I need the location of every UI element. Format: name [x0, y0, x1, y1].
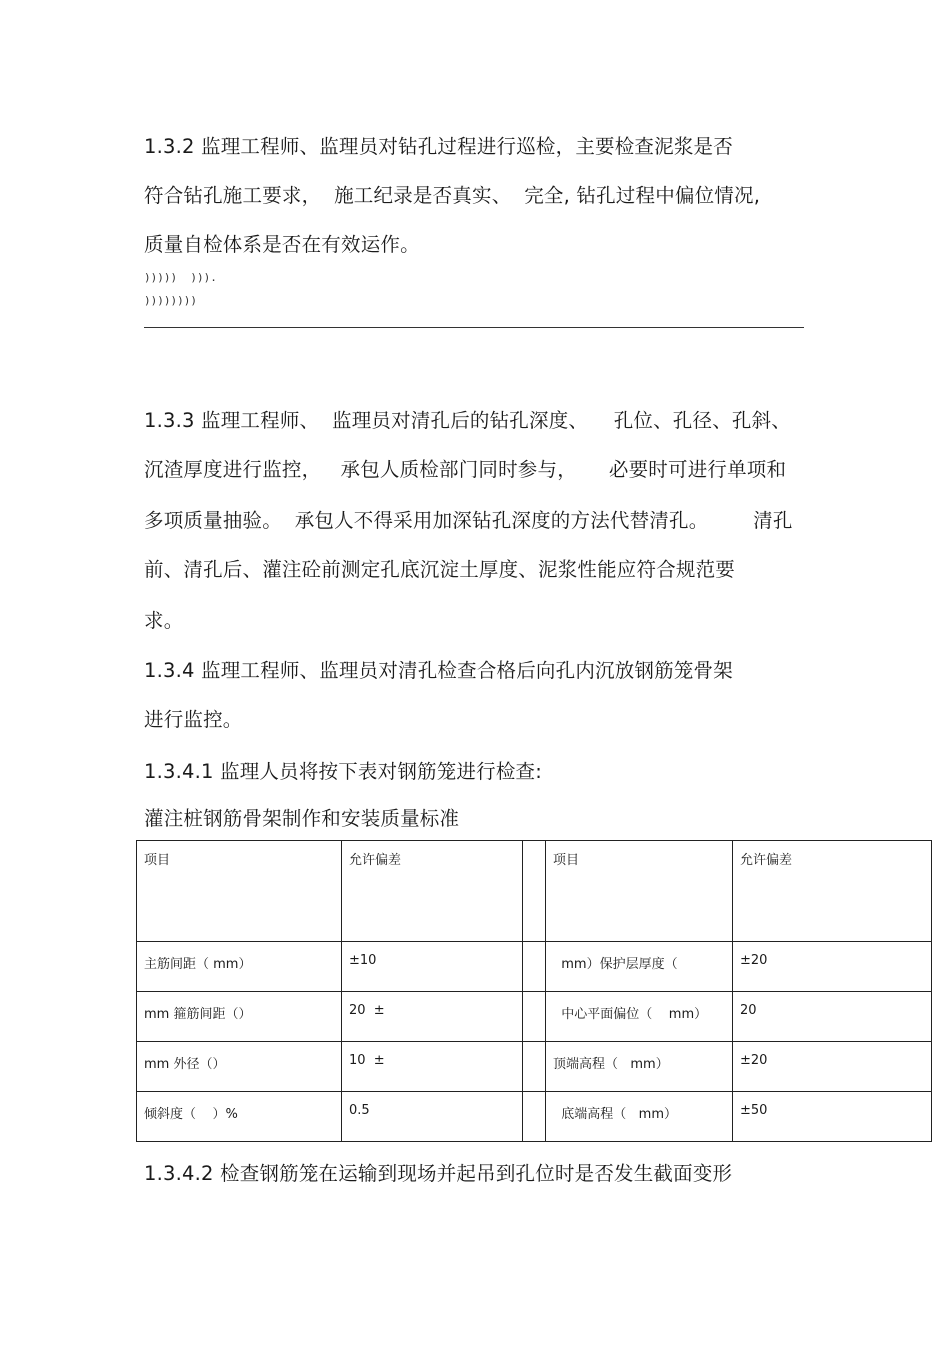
cell-tolerance-left: 20 ±	[342, 992, 523, 1042]
header-item-left: 项目	[137, 841, 342, 942]
cell-tolerance-right: 20	[733, 992, 932, 1042]
header-tolerance-right: 允许偏差	[733, 841, 932, 942]
cell-tolerance-left: 0.5	[342, 1092, 523, 1142]
table-gap-cell	[523, 992, 546, 1042]
cell-item-right: 中心平面偏位（ mm）	[546, 992, 733, 1042]
para-1-3-3-line-2: 沉渣厚度进行监控， 承包人质检部门同时参与， 必要时可进行单项和	[144, 458, 787, 481]
para-1-3-3-line-4: 前、清孔后、灌注砼前测定孔底沉淀土厚度、泥浆性能应符合规范要	[144, 558, 736, 581]
para-1-3-4-2: 1.3.4.2 检查钢筋笼在运输到现场并起吊到孔位时是否发生截面变形	[144, 1162, 733, 1185]
para-1-3-4-1: 1.3.4.1 监理人员将按下表对钢筋笼进行检查:	[144, 760, 542, 783]
header-tolerance-left: 允许偏差	[342, 841, 523, 942]
cell-item-left: mm 箍筋间距（）	[137, 992, 342, 1042]
ocr-noise-line-2: ))))))))	[144, 294, 197, 307]
table-header-row	[137, 841, 932, 942]
rebar-cage-spec-table	[136, 840, 932, 1142]
cell-item-left: 倾斜度（ ）%	[137, 1092, 342, 1142]
para-1-3-3-line-5: 求。	[144, 609, 184, 632]
para-1-3-4-line-1: 1.3.4 监理工程师、监理员对清孔检查合格后向孔内沉放钢筋笼骨架	[144, 659, 733, 682]
cell-item-right: mm）保护层厚度（	[546, 942, 733, 992]
cell-tolerance-right: ±20	[733, 942, 932, 992]
table-gap-cell	[523, 841, 546, 942]
table-title: 灌注桩钢筋骨架制作和安装质量标准	[144, 807, 460, 830]
para-1-3-4-line-2: 进行监控。	[144, 708, 243, 731]
cell-tolerance-right: ±20	[733, 1042, 932, 1092]
para-1-3-2-line-3: 质量自检体系是否在有效运作。	[144, 233, 420, 256]
table-row	[137, 992, 932, 1042]
table-gap-cell	[523, 1092, 546, 1142]
para-1-3-3-line-1: 1.3.3 监理工程师、 监理员对清孔后的钻孔深度、 孔位、孔径、孔斜、	[144, 409, 792, 432]
cell-tolerance-left: 10 ±	[342, 1042, 523, 1092]
horizontal-divider	[144, 327, 804, 328]
table-gap-cell	[523, 942, 546, 992]
para-1-3-2-line-1: 1.3.2 监理工程师、监理员对钻孔过程进行巡检，主要检查泥浆是否	[144, 135, 733, 158]
header-item-right: 项目	[546, 841, 733, 942]
ocr-noise-line-1: ))))) ))).	[144, 271, 217, 284]
cell-item-right: 底端高程（ mm）	[546, 1092, 733, 1142]
cell-item-left: 主筋间距（ mm）	[137, 942, 342, 992]
para-1-3-2-line-2: 符合钻孔施工要求， 施工纪录是否真实、 完全, 钻孔过程中偏位情况,	[144, 184, 761, 207]
para-1-3-3-line-3: 多项质量抽验。 承包人不得采用加深钻孔深度的方法代替清孔。 清孔	[144, 509, 793, 532]
table-gap-cell	[523, 1042, 546, 1092]
cell-tolerance-left: ±10	[342, 942, 523, 992]
cell-item-left: mm 外径（）	[137, 1042, 342, 1092]
cell-tolerance-right: ±50	[733, 1092, 932, 1142]
table-row	[137, 1042, 932, 1092]
cell-item-right: 顶端高程（ mm）	[546, 1042, 733, 1092]
table-row	[137, 1092, 932, 1142]
table-row	[137, 942, 932, 992]
